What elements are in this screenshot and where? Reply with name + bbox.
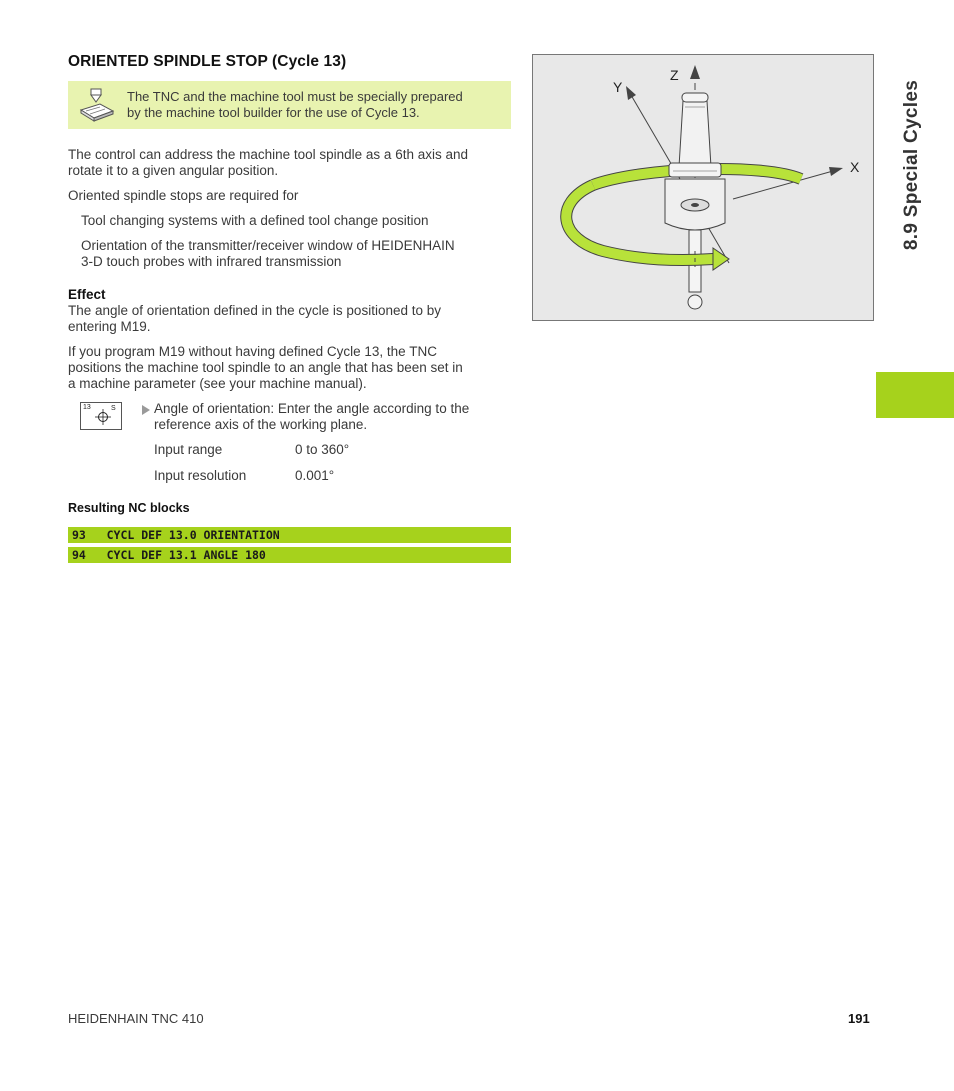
nc-blocks-title: Resulting NC blocks <box>68 501 190 515</box>
intro-line-2: rotate it to a given angular position. <box>68 163 279 178</box>
spindle-orientation-icon <box>95 409 111 425</box>
parameter-arrow-icon <box>142 405 150 415</box>
footer-product: HEIDENHAIN TNC 410 <box>68 1011 204 1026</box>
spindle-figure <box>532 54 874 321</box>
m19-line-1: If you program M19 without having defined Cycle 13, the TNC <box>68 344 437 359</box>
intro-paragraph <box>68 147 468 179</box>
chapter-side-title-text: 8.9 Special Cycles <box>901 79 922 251</box>
effect-title: Effect <box>68 287 106 302</box>
nc-block-93-text: 93 CYCL DEF 13.0 ORIENTATION <box>72 528 280 542</box>
cycle-letter: S <box>111 405 116 412</box>
parameter-line-2: reference axis of the working plane. <box>154 417 368 432</box>
m19-line-2: positions the machine tool spindle to an angle that has been set in <box>68 360 463 375</box>
bullet-2-line-2: 3-D touch probes with infrared transmission <box>81 254 342 269</box>
page-title: ORIENTED SPINDLE STOP (Cycle 13) <box>68 53 347 70</box>
input-range-label: Input range <box>154 442 223 457</box>
input-range-value: 0 to 360° <box>295 442 350 457</box>
chapter-tab-marker <box>876 372 954 418</box>
page-number: 191 <box>848 1011 870 1026</box>
nc-block-93 <box>68 527 511 543</box>
m19-paragraph <box>68 344 463 392</box>
bullet-1-line-1: Tool changing systems with a defined tool change position <box>81 213 429 228</box>
spindle-illustration <box>533 55 873 320</box>
nc-block-94 <box>68 547 511 563</box>
m19-line-3: a machine parameter (see your machine manual). <box>68 376 367 391</box>
axis-y-label: Y <box>613 79 623 95</box>
parameter-description <box>154 401 469 433</box>
intro-line-1: The control can address the machine tool spindle as a 6th axis and <box>68 147 468 162</box>
cycle-number: 13 <box>83 404 91 411</box>
axis-z-label: Z <box>670 67 679 83</box>
bullet-touch-probe <box>81 238 455 270</box>
effect-line-1: The angle of orientation defined in the cycle is positioned to by <box>68 303 441 318</box>
effect-line-2: entering M19. <box>68 319 151 334</box>
input-resolution-label: Input resolution <box>154 468 247 483</box>
machine-note-icon <box>78 86 116 122</box>
bullet-2-line-1: Orientation of the transmitter/receiver window of HEIDENHAIN <box>81 238 455 253</box>
chapter-side-title <box>897 70 927 260</box>
cycle-13-softkey-icon <box>80 402 122 430</box>
note-line-2: by the machine tool builder for the use of Cycle 13. <box>127 105 420 120</box>
note-line-1: The TNC and the machine tool must be specially prepared <box>127 89 463 104</box>
parameter-line-1: Angle of orientation: Enter the angle according to the <box>154 401 470 416</box>
note-text <box>127 89 507 121</box>
input-resolution-value: 0.001° <box>295 468 335 483</box>
axis-x-label: X <box>850 159 860 175</box>
required-for-text: Oriented spindle stops are required for <box>68 188 299 203</box>
effect-section <box>68 287 441 335</box>
bullet-tool-change <box>81 213 428 229</box>
nc-block-94-text: 94 CYCL DEF 13.1 ANGLE 180 <box>72 548 266 562</box>
